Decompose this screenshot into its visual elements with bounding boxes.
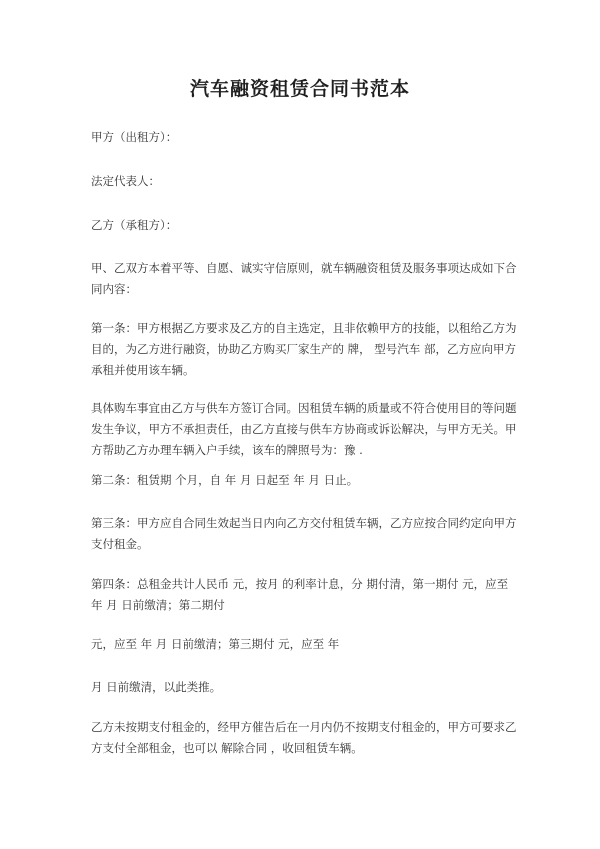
article-1-paragraph: 第一条：甲方根据乙方要求及乙方的自主选定，且非依赖甲方的技能，以租给乙方为目的，为乙方进行融资，协助乙方购买厂家生产的 牌， 型号汽车 部，乙方应向甲方承租并使用该车辆。 xyxy=(91,321,517,377)
legal-representative-line: 法定代表人： xyxy=(91,174,160,188)
party-a-line: 甲方（出租方）： xyxy=(91,130,178,144)
purchase-details-paragraph: 具体购车事宜由乙方与供车方签订合同。因租赁车辆的质量或不符合使用目的等问题发生争议，甲方不承担责任，由乙方直接与供车方协商或诉讼解决，与甲方无关。甲方帮助乙方办理车辆入户手续，该车的牌照号为：豫 . xyxy=(91,401,517,457)
article-4-paragraph: 第四条：总租金共计人民币 元，按月 的利率计息，分 期付清，第一期付 元，应至 年 月 日前缴清；第二期付 xyxy=(91,577,509,612)
preamble-paragraph: 甲、乙双方本着平等、自愿、诚实守信原则，就车辆融资租赁及服务事项达成如下合同内容： xyxy=(91,261,517,296)
party-b-line: 乙方（承租方）： xyxy=(91,218,178,232)
document-title: 汽车融资租赁合同书范本 xyxy=(189,78,410,100)
article-4-continued-line: 元，应至 年 月 日前缴清；第三期付 元，应至 年 xyxy=(91,637,340,651)
article-3-paragraph: 第三条：甲方应自合同生效起当日内向乙方交付租赁车辆，乙方应按合同约定向甲方支付租金。 xyxy=(91,516,517,551)
late-payment-paragraph: 乙方未按期支付租金的，经甲方催告后在一月内仍不按期支付租金的，甲方可要求乙方支付全部租金，也可以 解除合同 ，收回租赁车辆。 xyxy=(91,720,517,755)
article-2-paragraph: 第二条：租赁期 个月，自 年 月 日起至 年 月 日止。 xyxy=(91,473,359,487)
article-4-final-line: 月 日前缴清，以此类推。 xyxy=(91,680,222,694)
